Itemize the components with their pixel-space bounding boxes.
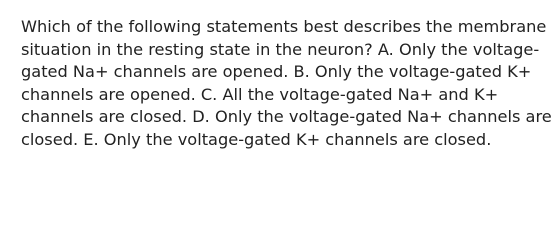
question-line: Which of the following statements best describes the membrane [21,17,547,36]
question-text [21,16,552,151]
question-line: situation in the resting state in the neuron? A. Only the voltage- [21,39,540,59]
question-line: channels are opened. C. All the voltage-gated Na+ and K+ [21,84,499,104]
question-line: closed. E. Only the voltage-gated K+ channels are closed. [21,129,492,149]
question-line: channels are closed. D. Only the voltage-gated Na+ channels are [21,107,552,126]
question-line: gated Na+ channels are opened. B. Only the voltage-gated K+ [21,62,532,81]
